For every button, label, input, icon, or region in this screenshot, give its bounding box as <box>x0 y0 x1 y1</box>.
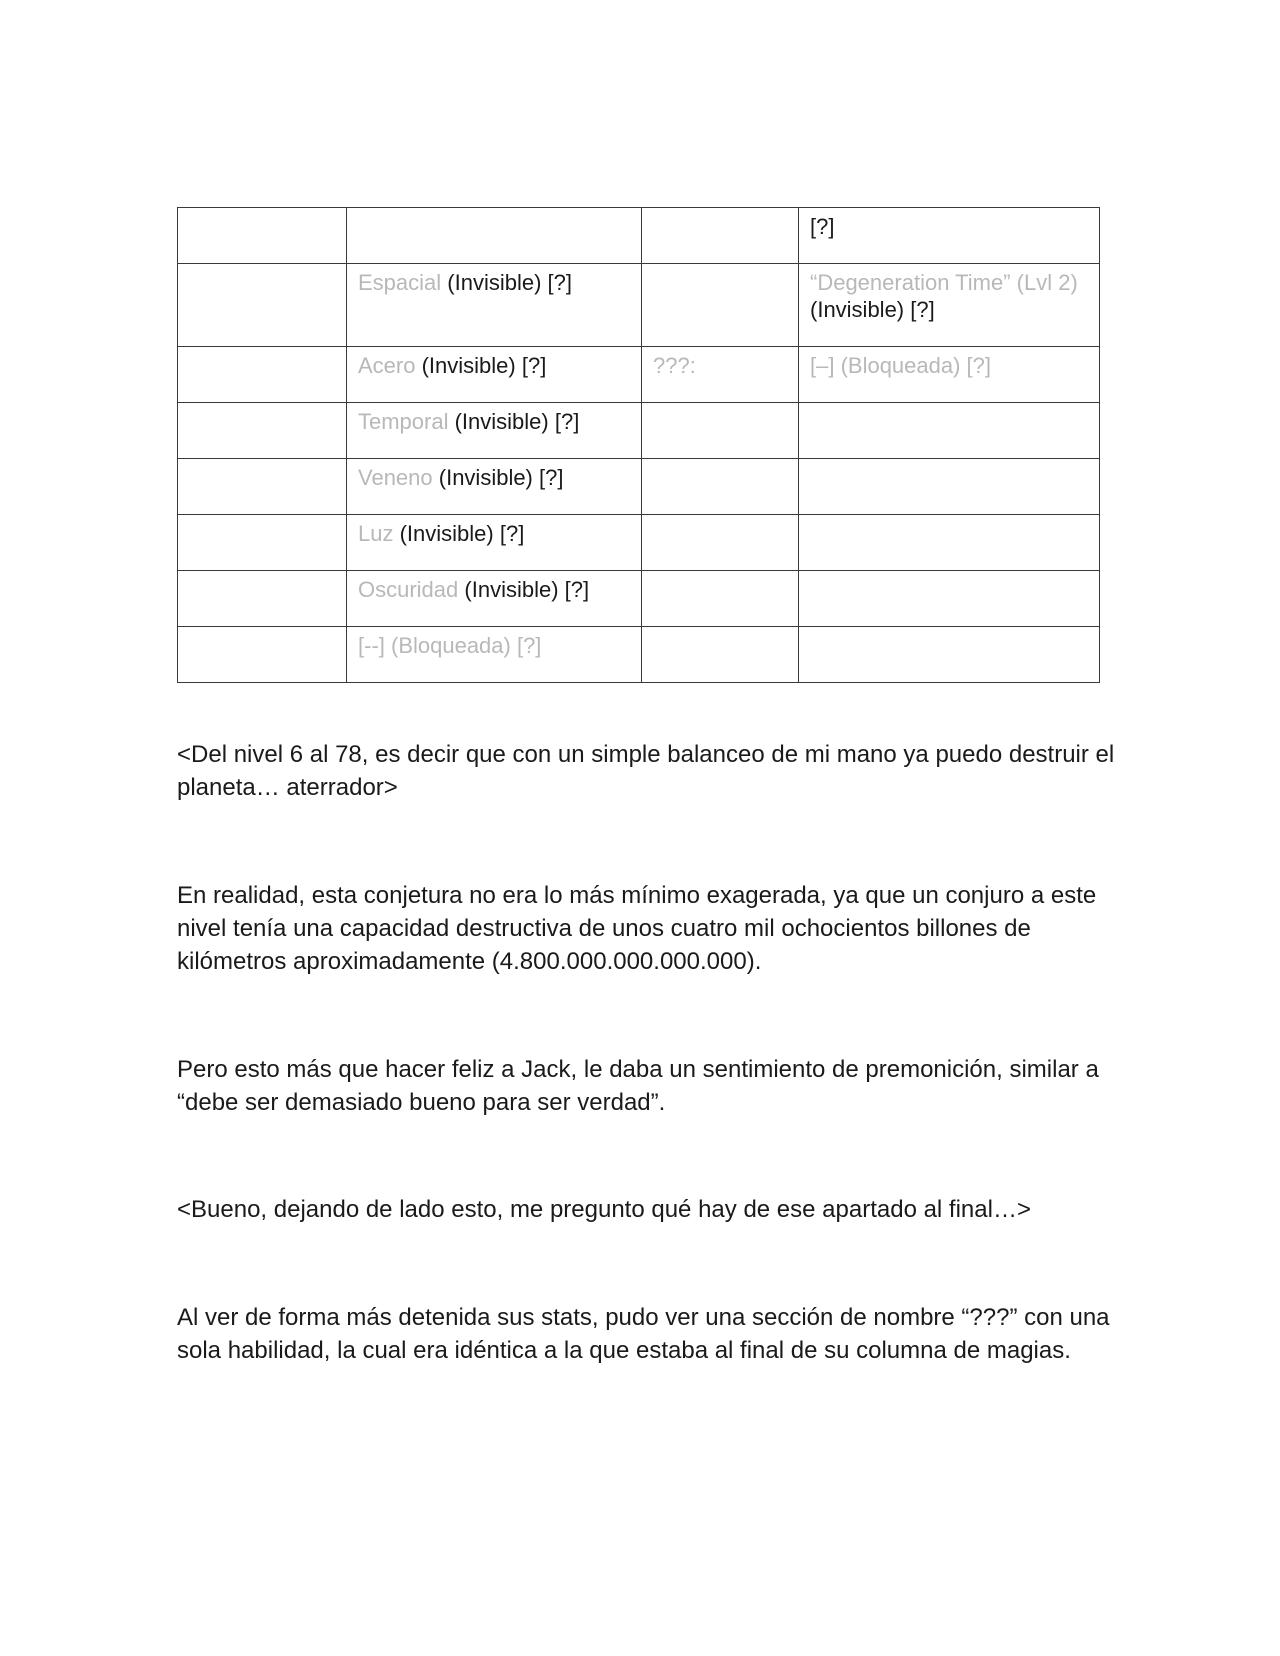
table-cell <box>799 264 1100 347</box>
table-cell <box>178 347 347 403</box>
table-cell <box>347 208 642 264</box>
magic-name: Espacial <box>358 270 442 295</box>
magic-name: Acero <box>358 353 416 378</box>
skill-status: (Invisible) [?] <box>810 297 935 322</box>
table-row <box>178 264 1100 347</box>
table-cell <box>347 347 642 403</box>
table-cell <box>347 403 642 459</box>
table-cell <box>642 627 799 683</box>
paragraph-thought-level: <Del nivel 6 al 78, es decir que con un simple balanceo de mi mano ya puedo destruir el planeta… aterrador> <box>177 741 1115 801</box>
table-cell <box>799 515 1100 571</box>
skill-name: “Degeneration Time” (Lvl 2) <box>810 270 1078 295</box>
table-cell <box>178 403 347 459</box>
table-cell <box>642 208 799 264</box>
paragraph-thought-final: <Bueno, dejando de lado esto, me pregunto qué hay de ese apartado al final…> <box>177 1196 1031 1223</box>
table-cell <box>642 459 799 515</box>
table-cell <box>642 515 799 571</box>
table-cell <box>799 347 1100 403</box>
table-cell <box>347 515 642 571</box>
table-cell <box>178 627 347 683</box>
table-cell <box>642 403 799 459</box>
magic-name: Oscuridad <box>358 577 459 602</box>
table-row <box>178 208 1100 264</box>
table-row <box>178 459 1100 515</box>
table-row <box>178 403 1100 459</box>
table-cell <box>642 571 799 627</box>
magic-status: (Invisible) [?] <box>448 409 580 434</box>
table-cell <box>178 515 347 571</box>
table-row <box>178 627 1100 683</box>
magic-name: Luz <box>358 521 394 546</box>
table-cell <box>642 264 799 347</box>
magic-name: [--] (Bloqueada) [?] <box>358 633 542 658</box>
table-cell <box>799 208 1100 264</box>
magic-status: (Invisible) [?] <box>415 353 547 378</box>
table-cell <box>347 264 642 347</box>
table-cell <box>799 571 1100 627</box>
table-cell <box>347 459 642 515</box>
paragraph-conjecture: En realidad, esta conjetura no era lo más mínimo exagerada, ya que un conjuro a este nivel tenía una capacidad destructiva de unos cuatro mil ochocientos billones de kilómetros aproximadamente (4.800.000.000.000.000). <box>177 882 1097 975</box>
table-row <box>178 347 1100 403</box>
table-cell <box>347 571 642 627</box>
table-cell <box>642 347 799 403</box>
table-cell <box>799 627 1100 683</box>
table-cell <box>347 627 642 683</box>
table-cell <box>178 208 347 264</box>
paragraph-stats-section: Al ver de forma más detenida sus stats, pudo ver una sección de nombre “???” con una sola habilidad, la cual era idéntica a la que estaba al final de su columna de magias. <box>177 1304 1110 1364</box>
magic-status: (Invisible) [?] <box>441 270 572 295</box>
table-cell <box>178 264 347 347</box>
magic-status: (Invisible) [?] <box>393 521 525 546</box>
table-cell <box>178 571 347 627</box>
skill-status: [?] <box>810 214 835 239</box>
section-label: ???: <box>653 353 696 378</box>
table-row <box>178 571 1100 627</box>
table-cell <box>178 459 347 515</box>
skill-name: [–] (Bloqueada) [?] <box>810 353 992 378</box>
stats-table <box>177 207 1100 683</box>
table-cell <box>799 403 1100 459</box>
table-cell <box>799 459 1100 515</box>
magic-status: (Invisible) [?] <box>458 577 590 602</box>
table-row <box>178 515 1100 571</box>
magic-status: (Invisible) [?] <box>432 465 564 490</box>
magic-name: Temporal <box>358 409 449 434</box>
magic-name: Veneno <box>358 465 433 490</box>
paragraph-premonition: Pero esto más que hacer feliz a Jack, le daba un sentimiento de premonición, similar a “debe ser demasiado bueno para ser verdad”. <box>177 1056 1099 1116</box>
